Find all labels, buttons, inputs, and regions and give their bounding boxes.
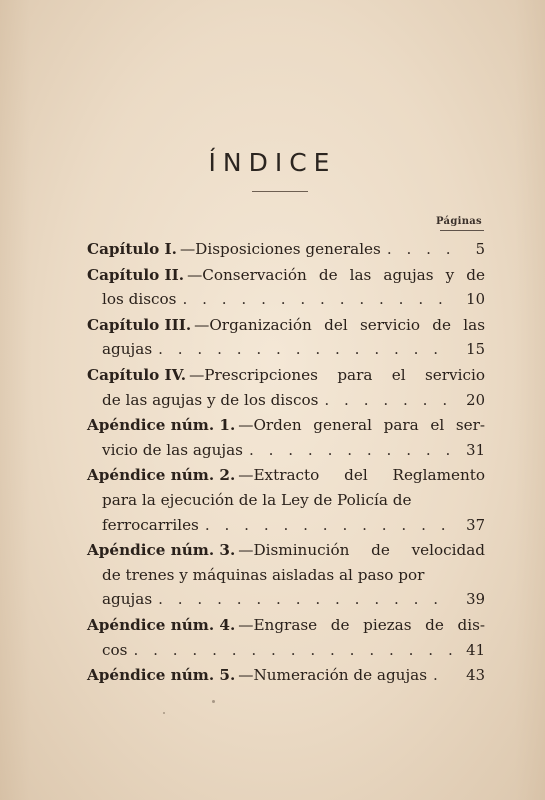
toc-entry xyxy=(87,538,485,613)
toc-entry-text: agujas xyxy=(102,590,153,609)
toc-entry-text: ferrocarriles xyxy=(102,515,199,534)
toc-entry-text: —Extracto del Reglamento xyxy=(238,466,485,485)
toc-entry-text: de trenes y máquinas aisladas al paso por xyxy=(102,565,425,584)
toc-entry-line xyxy=(87,663,485,689)
toc-entry xyxy=(87,363,485,413)
toc-entry-text: —Engrase de piezas de dis- xyxy=(238,615,485,634)
dot-leader xyxy=(427,663,453,688)
toc-entry-heading: Capítulo IV. xyxy=(87,365,187,384)
toc-entry-text: cos xyxy=(102,640,128,659)
pages-header-underline xyxy=(440,230,484,231)
toc-entry-line xyxy=(87,388,485,414)
title-divider xyxy=(252,191,308,192)
page-number: 5 xyxy=(475,241,485,258)
toc-entry-heading: Capítulo III. xyxy=(87,315,192,334)
toc-entry-line xyxy=(87,538,485,563)
toc-entry-text: vicio de las agujas xyxy=(102,440,243,459)
toc-entry-line xyxy=(87,563,485,588)
toc-entry-text: agujas xyxy=(102,340,153,359)
toc-entry-text: —Organización del servicio de las xyxy=(194,315,485,334)
pages-column-header: Páginas xyxy=(435,216,482,227)
toc-entry-heading: Capítulo II. xyxy=(87,265,185,284)
dot-leader xyxy=(318,388,453,413)
toc-entry-line xyxy=(87,313,485,338)
toc-entry-text: —Disposiciones generales xyxy=(179,240,381,258)
paper-speck xyxy=(212,700,215,703)
toc-entry-line xyxy=(87,463,485,488)
page-number: 31 xyxy=(466,441,485,459)
toc-entry-line xyxy=(87,413,485,438)
toc-entry-heading: Apéndice núm. 3. xyxy=(87,541,236,560)
page-number: 39 xyxy=(466,591,485,609)
toc-entry xyxy=(87,263,485,313)
toc-entry-line xyxy=(87,638,485,664)
toc-entry-line xyxy=(87,263,485,288)
toc-entry-heading: Capítulo I. xyxy=(87,240,177,258)
dot-leader xyxy=(152,337,453,362)
dot-leader xyxy=(199,513,453,538)
page-number: 43 xyxy=(466,667,485,685)
toc-entry xyxy=(87,663,485,689)
toc-entry-line xyxy=(87,337,485,363)
toc-entry-text: —Prescripciones para el servicio xyxy=(189,365,485,384)
toc-entry-text: para la ejecución de la Ley de Policía de xyxy=(102,490,412,509)
toc-entry-heading: Apéndice núm. 2. xyxy=(87,466,236,485)
toc-entry xyxy=(87,237,485,263)
toc-entry-text: —Orden general para el ser- xyxy=(238,416,485,435)
toc-entry xyxy=(87,463,485,538)
toc-entry-line xyxy=(87,488,485,513)
dot-leader xyxy=(381,237,453,262)
toc-entry-line xyxy=(87,613,485,638)
paper-speck xyxy=(163,712,165,714)
toc-entry xyxy=(87,613,485,663)
table-of-contents xyxy=(87,237,485,689)
toc-entry-line xyxy=(87,587,485,613)
toc-entry-line xyxy=(87,513,485,539)
toc-entry-line xyxy=(87,363,485,388)
page-number: 37 xyxy=(466,516,485,534)
dot-leader xyxy=(243,438,453,463)
page-title: ÍNDICE xyxy=(208,148,337,177)
toc-entry-line xyxy=(87,237,485,263)
page-number: 41 xyxy=(466,641,485,659)
dot-leader xyxy=(127,638,453,663)
page-number: 20 xyxy=(466,391,485,409)
toc-entry-text: —Conservación de las agujas y de xyxy=(187,265,485,284)
dot-leader xyxy=(152,587,453,612)
toc-entry-text: los discos xyxy=(102,290,177,309)
toc-entry-line xyxy=(87,287,485,313)
page-number: 10 xyxy=(466,291,485,309)
toc-entry-heading: Apéndice núm. 4. xyxy=(87,615,236,634)
toc-entry-heading: Apéndice núm. 1. xyxy=(87,416,236,435)
toc-entry-text: —Numeración de agujas xyxy=(238,666,428,685)
page-number: 15 xyxy=(466,341,485,359)
toc-entry xyxy=(87,413,485,463)
toc-entry-line xyxy=(87,438,485,464)
dot-leader xyxy=(176,287,453,312)
toc-entry-text: de las agujas y de los discos xyxy=(102,390,319,409)
toc-entry xyxy=(87,313,485,363)
toc-entry-text: —Disminución de velocidad xyxy=(238,541,485,560)
toc-entry-heading: Apéndice núm. 5. xyxy=(87,666,236,685)
